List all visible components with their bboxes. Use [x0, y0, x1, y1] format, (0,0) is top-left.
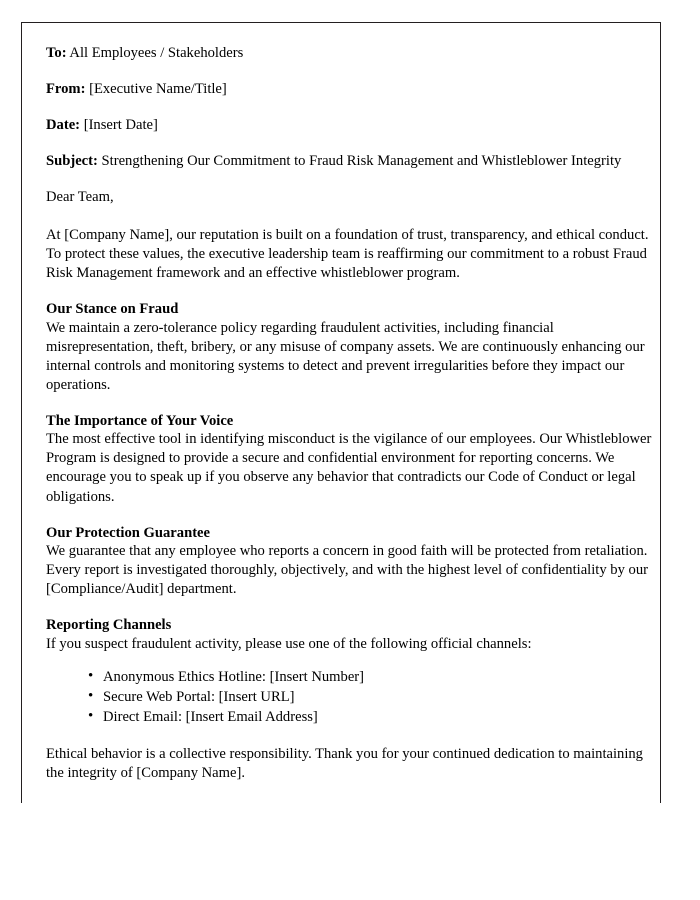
- section-body: If you suspect fraudulent activity, please use one of the following official channels:: [46, 635, 532, 652]
- section-heading: Our Protection Guarantee: [46, 524, 211, 541]
- memo-field-date: [46, 116, 655, 135]
- section-heading: Reporting Channels: [46, 617, 172, 634]
- memo-closing-paragraph: Ethical behavior is a collective responsibility. Thank you for your continued dedication to maintaining the integrity of [Company Name].: [46, 745, 643, 781]
- memo-field-from-label: From:: [46, 80, 86, 97]
- section-importance-of-your-voice: [46, 412, 655, 507]
- list-item: • Direct Email: [Insert Email Address]: [88, 708, 655, 727]
- memo-salutation: Dear Team,: [46, 188, 114, 205]
- memo-field-subject-label: Subject:: [46, 152, 98, 169]
- memo-field-from: [46, 80, 655, 99]
- memo-intro-paragraph: At [Company Name], our reputation is built on a foundation of trust, transparency, and ethical conduct. To protect these values, the executive leadership team is reaffirming our commitment to a robust Fraud Risk Management framework and an effective whistleblower program.: [46, 226, 649, 281]
- memo-field-to-value: All Employees / Stakeholders: [69, 45, 244, 61]
- memo-field-subject: [46, 152, 655, 171]
- section-our-protection-guarantee: [46, 524, 655, 600]
- list-item: • Secure Web Portal: [Insert URL]: [88, 688, 655, 707]
- memo-field-date-label: Date:: [46, 116, 81, 133]
- list-item: • Anonymous Ethics Hotline: [Insert Number]: [88, 668, 655, 687]
- section-reporting-channels: [46, 616, 655, 727]
- section-body: The most effective tool in identifying misconduct is the vigilance of our employees. Our Whistleblower Program is designed to provide a secure and confidential environment for reporting concerns. We encourage you to speak up if you observe any behavior that contradicts our Code of Conduct or legal obligations.: [46, 431, 652, 505]
- section-our-stance-on-fraud: [46, 300, 655, 395]
- section-body: We guarantee that any employee who reports a concern in good faith will be protected from retaliation. Every report is investigated thoroughly, objectively, and with the highest level of confidentiality by our [Compliance/Audit] department.: [46, 543, 648, 598]
- memo-field-date-value: [Insert Date]: [83, 116, 158, 133]
- section-body: We maintain a zero-tolerance policy regarding fraudulent activities, including financial misrepresentation, theft, bribery, or any misuse of company assets. We are continuously enhancing our internal controls and monitoring systems to detect and prevent irregularities before they impact our operations.: [46, 319, 645, 393]
- memo-field-subject-value: Strengthening Our Commitment to Fraud Risk Management and Whistleblower Integrity: [101, 152, 622, 169]
- memo-field-to: [46, 44, 655, 63]
- memo-document: [46, 44, 655, 783]
- reporting-channels-list: [46, 668, 655, 727]
- memo-field-from-value: [Executive Name/Title]: [89, 80, 227, 97]
- memo-field-to-label: To:: [46, 45, 67, 61]
- section-heading: The Importance of Your Voice: [46, 412, 234, 429]
- section-heading: Our Stance on Fraud: [46, 300, 179, 317]
